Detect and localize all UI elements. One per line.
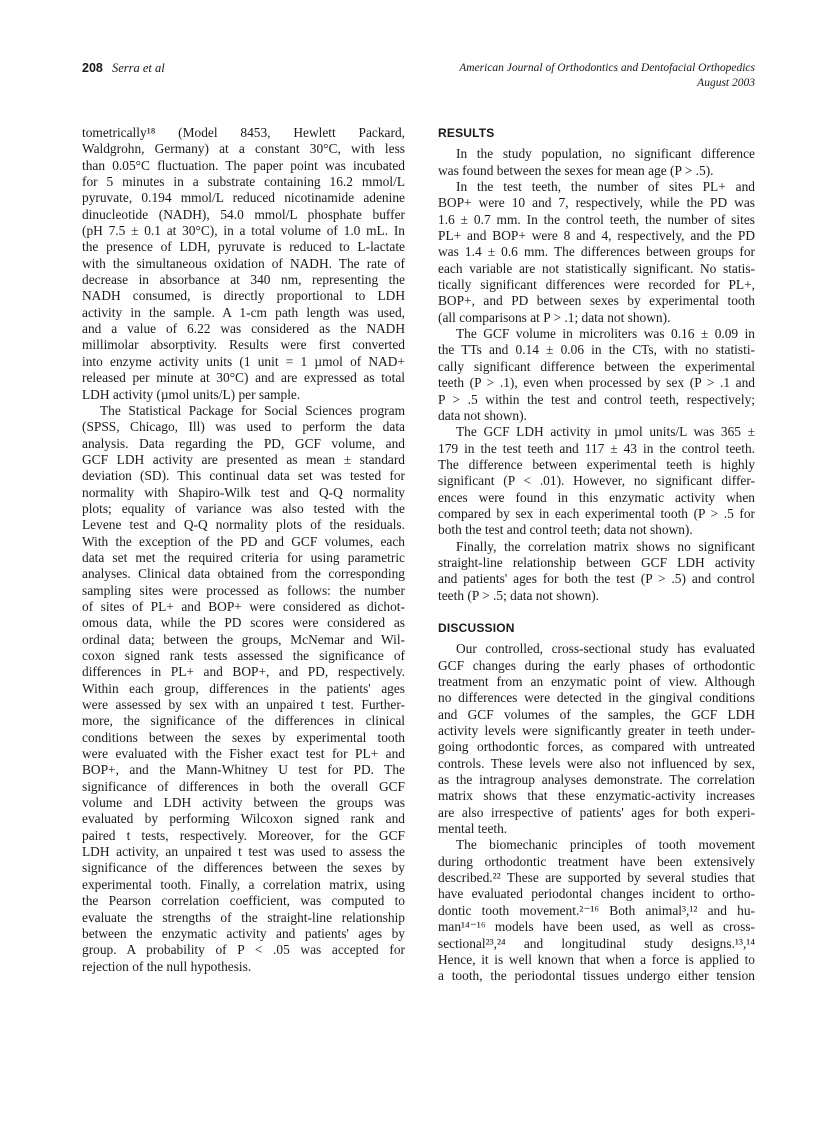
text-line: Hence, it is well known that when a force is applied to xyxy=(438,951,755,967)
text-line: (SPSS, Chicago, Ill) was used to perform the data xyxy=(82,419,405,435)
text-line: coxon signed rank tests assessed the significance of xyxy=(82,648,405,663)
text-line: mental teeth. xyxy=(438,821,508,837)
text-line: The difference between experimental teeth is highly xyxy=(438,456,755,472)
text-line: with the simultaneous oxidation of NADH. The rate of xyxy=(82,255,405,271)
discussion-heading: DISCUSSION xyxy=(438,620,515,635)
text-line: sectional²³,²⁴ and longitudinal study designs.¹³,¹⁴ xyxy=(438,935,755,951)
text-line: during orthodontic treatment have been extensively xyxy=(438,853,755,869)
text-line: evaluated by performing Wilcoxon signed rank and xyxy=(82,811,405,827)
paragraph-start-line: The GCF volume in microliters was 0.16 ± 0.09 in xyxy=(456,326,755,342)
results-heading: RESULTS xyxy=(438,126,495,140)
text-line: GCF changes during the early phases of orthodontic xyxy=(438,657,755,673)
text-line: controls. These levels were also not influenced by sex, xyxy=(438,755,755,771)
text-line: significance of the differences between the sexes by xyxy=(82,860,405,876)
text-line: more, the significance of the differences in clinical xyxy=(82,713,405,729)
text-line: analysis. Data regarding the PD, GCF volume, and xyxy=(82,435,405,451)
text-line: experimental tooth. Finally, a correlation matrix, using xyxy=(82,876,405,892)
paragraph-start-line: In the test teeth, the number of sites PL+ and xyxy=(456,179,755,195)
paragraph-start-line: Finally, the correlation matrix shows no significant xyxy=(456,538,755,554)
text-line: Within each group, differences in the patients' ages xyxy=(82,680,405,696)
text-line: millimolar absorptivity. Results were first converted xyxy=(82,337,405,353)
text-line: NADH consumed, is directly proportional to LDH xyxy=(82,288,405,304)
text-line: cally significant difference between the experimental xyxy=(438,358,755,374)
text-line: treatment from an enzymatic point of view. Although xyxy=(438,674,755,689)
text-line: described.²² These are supported by several studies that xyxy=(438,870,755,886)
text-line: ences were found in this enzymatic activity when xyxy=(438,489,755,505)
text-line: teeth (P > .1), even when processed by sex (P > .1 and xyxy=(438,375,755,391)
paragraph-start-line: In the study population, no significant difference xyxy=(456,146,755,162)
text-line: data set met the required criteria for using parametric xyxy=(82,549,405,565)
text-line: normality with Shapiro-Wilk test and Q-Q normality xyxy=(82,484,405,500)
text-line: between the enzymatic activity and patients' ages by xyxy=(82,925,405,941)
text-line: 179 in the test teeth and 117 ± 43 in the control teeth. xyxy=(438,440,755,456)
text-line: evaluate the strengths of the straight-line relationship xyxy=(82,909,405,925)
text-line: were assessed by sex with an unpaired t test. Further- xyxy=(82,697,405,713)
text-line: LDH activity (µmol units/L) per sample. xyxy=(82,386,301,402)
text-line: and GCF volumes of the samples, the GCF LDH xyxy=(438,706,755,722)
text-line: P > .5 within the test and control teeth, respectively; xyxy=(438,391,755,407)
text-line: a tooth, the periodontal tissues undergo either tension xyxy=(438,968,755,984)
text-line: BOP+, and PD between sexes by experimental tooth xyxy=(438,293,755,309)
text-line: going orthodontic forces, as compared with untreated xyxy=(438,739,755,755)
text-line: significance of differences in both the overall GCF xyxy=(82,778,405,794)
text-line: dontic tooth movement.²⁻¹⁶ Both animal³,¹² and hu- xyxy=(438,902,755,918)
text-line: compared by sex in each experimental tooth (P > .5 for xyxy=(438,505,755,521)
text-line: the Pearson correlation coefficient, was computed to xyxy=(82,893,405,909)
text-line: was 1.4 ± 0.6 mm. The differences between groups for xyxy=(438,244,755,260)
text-line: plots; equality of variance was also tested with the xyxy=(82,500,405,516)
text-line: omous data, while the PD scores were considered as xyxy=(82,615,405,631)
text-line: conditions between the sexes by experimental tooth xyxy=(82,729,405,745)
text-line: paired t tests, respectively. Moreover, for the GCF xyxy=(82,827,405,843)
text-line: sampling sites were processed as follows: the number xyxy=(82,582,405,598)
running-head-right xyxy=(459,61,755,91)
text-line: was found between the sexes for mean age (P > .5). xyxy=(438,162,714,178)
text-line: tically significant differences were recorded for PL+, xyxy=(438,277,755,293)
text-line: 1.6 ± 0.7 mm. In the control teeth, the number of sites xyxy=(438,211,755,227)
text-line: group. A probability of P < .05 was accepted for xyxy=(82,942,405,958)
text-line: have evaluated periodontal changes incident to ortho- xyxy=(438,886,755,902)
text-line: both the test and control teeth; data not shown). xyxy=(438,522,693,538)
text-line: GCF LDH activity are presented as mean ± standard xyxy=(82,451,405,467)
page-number: 208 xyxy=(82,61,103,75)
text-line: than 0.05°C fluctuation. The paper point was incubated xyxy=(82,157,405,173)
journal-issue-date: August 2003 xyxy=(697,77,755,89)
text-line: (all comparisons at P > .1; data not shown). xyxy=(438,309,671,325)
text-line: the presence of LDH, pyruvate is reduced to L-lactate xyxy=(82,239,405,255)
text-line: BOP+, and the Mann-Whitney U test for PD. The xyxy=(82,762,405,778)
text-line: significant (P < .01). However, no significant differ- xyxy=(438,473,755,489)
text-line: were evaluated with the Fisher exact test for PL+ and xyxy=(82,746,405,762)
spacer xyxy=(438,604,755,620)
text-line: Waldgrohn, Germany) at a constant 30°C, with less xyxy=(82,141,405,157)
text-line: of sites of PL+ and BOP+ were considered as dichot- xyxy=(82,598,405,614)
text-line: data not shown). xyxy=(438,407,527,423)
text-line: man¹⁴⁻¹⁶ models have been used, as well as cross- xyxy=(438,919,755,935)
text-line: and a value of 6.22 was considered as the NADH xyxy=(82,321,405,337)
text-line: (pH 7.5 ± 0.1 at 30°C), in a total volume of 1.0 mL. In xyxy=(82,223,405,239)
text-line: pyruvate, 0.194 mmol/L reduced nicotinamide adenine xyxy=(82,190,405,206)
right-column xyxy=(438,125,755,985)
journal-title: American Journal of Orthodontics and Dentofacial Orthopedics xyxy=(459,62,755,74)
text-line: BOP+ were 10 and 7, respectively, while the PD was xyxy=(438,195,755,211)
text-line: With the exception of the PD and GCF volumes, each xyxy=(82,533,405,549)
text-line: teeth (P > .5; data not shown). xyxy=(438,587,600,603)
text-line: activity levels were significantly greater in teeth under- xyxy=(438,723,755,739)
text-line: into enzyme activity units (1 unit = 1 µmol of NAD+ xyxy=(82,353,405,369)
text-line: decrease in absorbance at 340 nm, representing the xyxy=(82,272,405,288)
text-line: LDH activity, an unpaired t test was used to assess the xyxy=(82,844,405,860)
text-line: the TTs and 0.14 ± 0.06 in the CTs, with no statisti- xyxy=(438,342,755,358)
running-head-authors: Serra et al xyxy=(111,61,165,75)
text-line: dinucleotide (NADH), 54.0 mmol/L phosphate buffer xyxy=(82,206,405,222)
text-line: PL+ and BOP+ were 8 and 4, respectively, and the PD xyxy=(438,228,755,244)
running-head-left xyxy=(82,61,165,76)
text-line: for 5 minutes in a substrate containing 16.2 mmol/L xyxy=(82,174,405,190)
text-line: analyses. Clinical data obtained from the corresponding xyxy=(82,566,405,582)
text-line: tometrically¹⁸ (Model 8453, Hewlett Packard, xyxy=(82,125,405,140)
text-line: are also irrespective of patients' ages for both experi- xyxy=(438,804,755,820)
text-line: and patients' ages for both the test (P > .5) and control xyxy=(438,571,755,587)
text-line: volume and LDH activity between the groups was xyxy=(82,795,405,811)
text-line: released per minute at 30°C) and are expressed as total xyxy=(82,370,405,386)
text-line: deviation (SD). This continual data set was tested for xyxy=(82,468,405,484)
text-line: as the intragroup analyses demonstrate. The correlation xyxy=(438,772,755,788)
text-line: rejection of the null hypothesis. xyxy=(82,958,252,974)
left-column xyxy=(82,125,405,975)
text-line: each variable are not statistically significant. No statis- xyxy=(438,260,755,276)
paragraph-start-line: Our controlled, cross-sectional study has evaluated xyxy=(456,641,755,657)
text-line: differences in PL+ and BOP+, and PD, respectively. xyxy=(82,664,405,680)
paragraph-start-line: The biomechanic principles of tooth movement xyxy=(456,837,755,853)
text-line: activity in the sample. A 1-cm path length was used, xyxy=(82,304,405,320)
text-line: matrix shows that these enzymatic-activity increases xyxy=(438,788,755,804)
paragraph-start-line: The Statistical Package for Social Sciences program xyxy=(100,402,405,418)
paragraph-start-line: The GCF LDH activity in µmol units/L was 365 ± xyxy=(456,424,755,440)
text-line: Levene test and Q-Q normality plots of the residuals. xyxy=(82,517,405,533)
text-line: no differences were detected in the gingival conditions xyxy=(438,690,755,706)
text-line: straight-line relationship between GCF LDH activity xyxy=(438,554,755,570)
text-line: ordinal data; between the groups, McNemar and Wil- xyxy=(82,631,405,647)
